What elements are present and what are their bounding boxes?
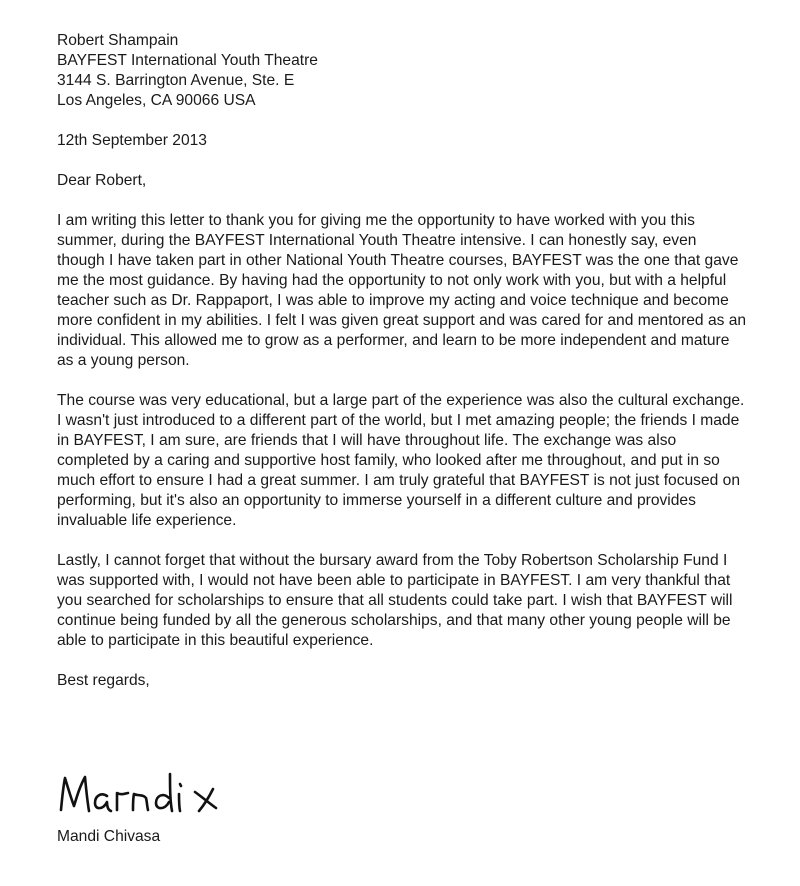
recipient-city: Los Angeles, CA 90066 USA — [57, 92, 256, 109]
closing: Best regards, — [57, 672, 150, 689]
letter — [57, 31, 777, 691]
recipient-address — [57, 31, 777, 111]
body-paragraph-1: I am writing this letter to thank you for giving me the opportunity to have worked with you this summer, during the BAYFEST International Youth Theatre intensive. I can honestly say, even though I have taken part in other National Youth Theatre courses, BAYFEST was the one that gave me the most guidance. By having had the opportunity to not only work with you, but with a helpful teacher such as Dr. Rappaport, I was able to improve my acting and voice technique and become more confident in my abilities. I felt I was given great support and was cared for and mentored as an individual. This allowed me to grow as a performer, and learn to be more independent and mature as a young person. — [57, 212, 747, 369]
recipient-street: 3144 S. Barrington Avenue, Ste. E — [57, 72, 295, 89]
body-paragraph-3: Lastly, I cannot forget that without the bursary award from the Toby Robertson Scholarship Fund I was supported with, I would not have been able to participate in BAYFEST. I am very thankful that you searched for scholarships to ensure that all students could take part. I wish that BAYFEST will continue being funded by all the generous scholarships, and that many other young people will be able to participate in this beautiful experience. — [57, 552, 733, 649]
signer-name: Mandi Chivasa — [57, 828, 161, 845]
body-paragraph-2: The course was very educational, but a large part of the experience was also the cultural exchange. I wasn't just introduced to a different part of the world, but I met amazing people; the friends I made in BAYFEST, I am sure, are friends that I will have throughout life. The exchange was also completed by a caring and supportive host family, who looked after me throughout, and put in so much effort to ensure I had a great summer. I am truly grateful that BAYFEST is not just focused on performing, but it's also an opportunity to immerse yourself in a different culture and provides invaluable life experience. — [57, 392, 745, 529]
letter-date: 12th September 2013 — [57, 132, 207, 149]
handwritten-signature — [55, 744, 235, 834]
recipient-name: Robert Shampain — [57, 32, 179, 49]
recipient-organization: BAYFEST International Youth Theatre — [57, 52, 318, 69]
salutation: Dear Robert, — [57, 172, 147, 189]
